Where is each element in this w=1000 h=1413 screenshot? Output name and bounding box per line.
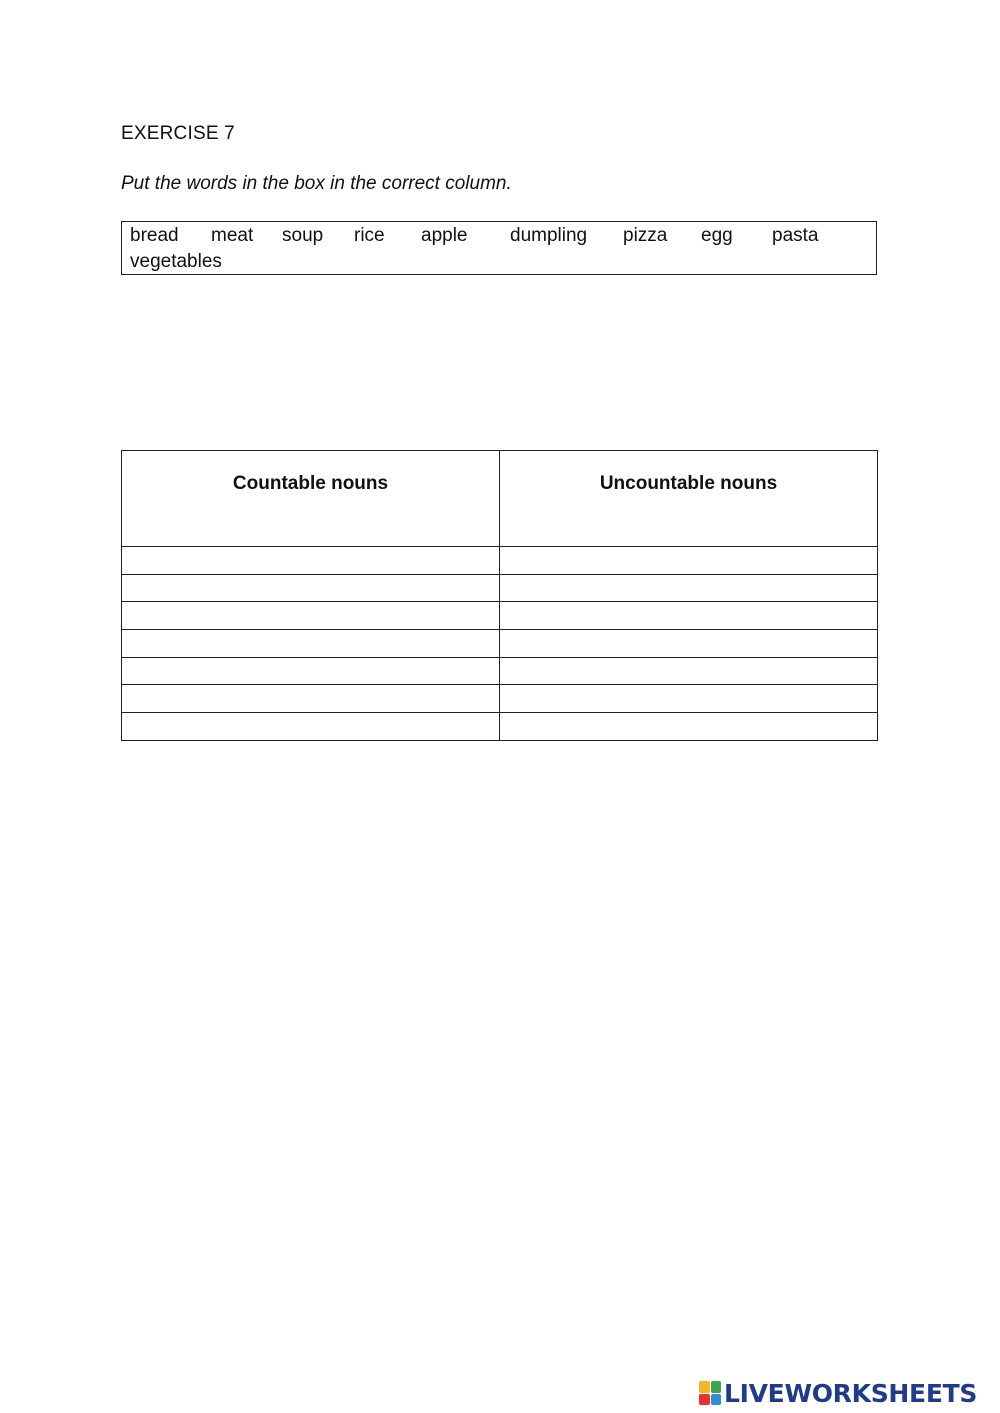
word-rice: rice: [354, 225, 385, 246]
logo-icon: [699, 1381, 721, 1405]
uncountable-answer-cell[interactable]: [500, 602, 878, 630]
countable-answer-cell[interactable]: [122, 547, 500, 575]
exercise-title: EXERCISE 7: [121, 123, 235, 144]
word-meat: meat: [211, 225, 254, 246]
word-pasta: pasta: [772, 225, 819, 246]
uncountable-answer-cell[interactable]: [500, 713, 878, 741]
uncountable-answer-cell[interactable]: [500, 630, 878, 658]
word-pizza: pizza: [623, 225, 668, 246]
logo-square: [711, 1381, 722, 1393]
countable-answer-cell[interactable]: [122, 685, 500, 713]
exercise-instruction: Put the words in the box in the correct column.: [121, 173, 512, 194]
table-row: [122, 574, 878, 602]
word-bread: bread: [130, 225, 179, 246]
table-row: [122, 685, 878, 713]
countable-answer-cell[interactable]: [122, 657, 500, 685]
word-dumpling: dumpling: [510, 225, 588, 246]
word-egg: egg: [701, 225, 733, 246]
table-row: [122, 547, 878, 575]
countable-header: Countable nouns: [122, 451, 500, 547]
uncountable-header: Uncountable nouns: [500, 451, 878, 547]
liveworksheets-logo: [699, 1378, 977, 1408]
countable-answer-cell[interactable]: [122, 574, 500, 602]
table-row: [122, 657, 878, 685]
nouns-table: [121, 450, 878, 741]
logo-square: [699, 1381, 710, 1393]
logo-square: [711, 1394, 722, 1406]
table-row: [122, 713, 878, 741]
countable-answer-cell[interactable]: [122, 713, 500, 741]
uncountable-answer-cell[interactable]: [500, 547, 878, 575]
table-row: [122, 630, 878, 658]
countable-answer-cell[interactable]: [122, 630, 500, 658]
table-header-row: [122, 451, 878, 547]
table-row: [122, 602, 878, 630]
word-soup: soup: [282, 225, 324, 246]
logo-text: LIVEWORKSHEETS: [724, 1378, 978, 1408]
word-apple: apple: [421, 225, 468, 246]
uncountable-answer-cell[interactable]: [500, 574, 878, 602]
countable-answer-cell[interactable]: [122, 602, 500, 630]
uncountable-answer-cell[interactable]: [500, 657, 878, 685]
logo-square: [699, 1394, 710, 1406]
word-box: [121, 221, 877, 275]
word-vegetables: vegetables: [130, 251, 222, 272]
uncountable-answer-cell[interactable]: [500, 685, 878, 713]
